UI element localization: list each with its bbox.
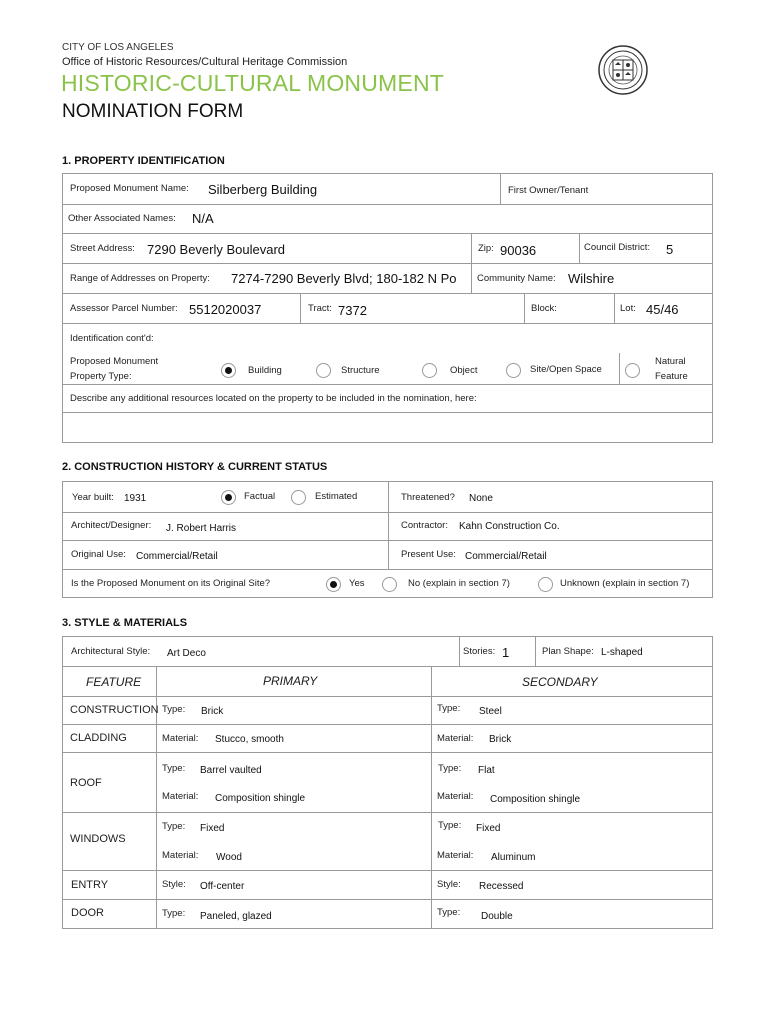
type-natural-label: Natural [655, 356, 686, 367]
stories-field[interactable]: 1 [502, 645, 510, 660]
range-label: Range of Addresses on Property: [70, 273, 210, 284]
cladding-primary-field[interactable]: Stucco, smooth [215, 734, 284, 745]
construction-row-label: CONSTRUCTION [70, 704, 159, 716]
col-primary-header: PRIMARY [263, 674, 318, 688]
community-field[interactable]: Wilshire [568, 271, 615, 286]
community-label: Community Name: [477, 273, 556, 284]
roof-secondary-material-label: Material: [437, 791, 474, 802]
roof-secondary-type-label: Type: [438, 763, 462, 774]
block-label: Block: [531, 303, 557, 314]
cladding-secondary-label: Material: [437, 733, 474, 744]
range-field[interactable]: 7274-7290 Beverly Blvd; 180-182 N Po [231, 271, 457, 286]
form-title: HISTORIC-CULTURAL MONUMENT [61, 70, 445, 96]
type-building-label: Building [248, 365, 282, 376]
door-secondary-field[interactable]: Double [481, 911, 513, 922]
type-object-label: Object [450, 365, 478, 376]
construction-primary-field[interactable]: Brick [201, 706, 224, 717]
type-structure-radio[interactable] [316, 363, 331, 378]
type-label-line1: Proposed Monument [70, 356, 159, 367]
door-secondary-label: Type: [437, 907, 461, 918]
site-unknown-radio[interactable] [538, 577, 553, 592]
type-object-radio[interactable] [422, 363, 437, 378]
arch-style-field[interactable]: Art Deco [167, 648, 206, 659]
city-seal-icon [598, 45, 648, 95]
stories-label: Stories: [463, 646, 496, 657]
plan-label: Plan Shape: [542, 646, 594, 657]
zip-label: Zip: [478, 243, 494, 254]
construction-secondary-field[interactable]: Steel [479, 706, 502, 717]
city-name: CITY OF LOS ANGELES [62, 42, 174, 53]
windows-primary-type-field[interactable]: Fixed [200, 823, 225, 834]
section1-title: 1. PROPERTY IDENTIFICATION [62, 155, 225, 167]
threatened-field[interactable]: None [469, 493, 493, 504]
year-field[interactable]: 1931 [124, 493, 147, 504]
door-primary-field[interactable]: Paneled, glazed [200, 911, 272, 922]
council-label: Council District: [584, 242, 650, 253]
other-names-field[interactable]: N/A [192, 211, 214, 226]
orig-use-field[interactable]: Commercial/Retail [136, 551, 218, 562]
proposed-name-field[interactable]: Silberberg Building [208, 182, 318, 197]
office-name: Office of Historic Resources/Cultural Heritage Commission [62, 56, 348, 68]
roof-secondary-material-field[interactable]: Composition shingle [490, 794, 581, 805]
council-field[interactable]: 5 [666, 242, 674, 257]
windows-primary-type-label: Type: [162, 821, 186, 832]
tract-label: Tract: [308, 303, 332, 314]
style-materials-table [62, 636, 713, 929]
architect-field[interactable]: J. Robert Harris [166, 523, 237, 534]
lot-field[interactable]: 45/46 [646, 302, 679, 317]
entry-row-label: ENTRY [71, 879, 109, 891]
type-building-radio[interactable] [221, 363, 236, 378]
roof-row-label: ROOF [70, 777, 102, 789]
windows-primary-material-label: Material: [162, 850, 199, 861]
factual-radio[interactable] [221, 490, 236, 505]
lot-label: Lot: [620, 303, 636, 314]
cladding-row-label: CLADDING [70, 732, 127, 744]
form-subtitle: NOMINATION FORM [62, 101, 244, 122]
site-no-radio[interactable] [382, 577, 397, 592]
present-use-field[interactable]: Commercial/Retail [465, 551, 547, 562]
id-cont-label: Identification cont'd: [70, 333, 154, 344]
entry-primary-label: Style: [162, 879, 186, 890]
first-owner-label: First Owner/Tenant [508, 185, 589, 196]
apn-field[interactable]: 5512020037 [189, 302, 262, 317]
type-natural-feature-radio[interactable] [625, 363, 640, 378]
site-yes-radio[interactable] [326, 577, 341, 592]
orig-use-label: Original Use: [71, 549, 126, 560]
site-unknown-label: Unknown (explain in section 7) [560, 578, 690, 589]
section2-title: 2. CONSTRUCTION HISTORY & CURRENT STATUS [62, 461, 328, 473]
tract-field[interactable]: 7372 [338, 303, 367, 318]
other-names-label: Other Associated Names: [68, 213, 176, 224]
roof-secondary-type-field[interactable]: Flat [478, 765, 495, 776]
windows-secondary-type-field[interactable]: Fixed [476, 823, 501, 834]
roof-primary-material-field[interactable]: Composition shingle [215, 793, 306, 804]
door-primary-label: Type: [162, 908, 186, 919]
windows-primary-material-field[interactable]: Wood [216, 852, 242, 863]
construction-primary-label: Type: [162, 704, 186, 715]
col-feature-header: FEATURE [86, 675, 142, 689]
type-feature-label: Feature [655, 371, 688, 382]
door-row-label: DOOR [71, 907, 104, 919]
entry-primary-field[interactable]: Off-center [200, 881, 245, 892]
cladding-primary-label: Material: [162, 733, 199, 744]
windows-row-label: WINDOWS [70, 833, 126, 845]
estimated-radio[interactable] [291, 490, 306, 505]
apn-label: Assessor Parcel Number: [70, 303, 178, 314]
type-site-label: Site/Open Space [530, 364, 602, 375]
roof-primary-material-label: Material: [162, 791, 199, 802]
architect-label: Architect/Designer: [71, 520, 152, 531]
roof-primary-type-field[interactable]: Barrel vaulted [200, 765, 262, 776]
factual-label: Factual [244, 491, 276, 502]
entry-secondary-label: Style: [437, 879, 461, 890]
site-no-label: No (explain in section 7) [408, 578, 510, 589]
windows-secondary-type-label: Type: [438, 820, 462, 831]
type-label-line2: Property Type: [70, 371, 132, 382]
section3-title: 3. STYLE & MATERIALS [62, 617, 188, 629]
year-label: Year built: [72, 492, 114, 503]
construction-secondary-label: Type: [437, 703, 461, 714]
site-yes-label: Yes [349, 578, 365, 589]
describe-label: Describe any additional resources located on the property to be included in the nomination, here: [70, 393, 477, 404]
arch-style-label: Architectural Style: [71, 646, 151, 657]
plan-field[interactable]: L-shaped [601, 647, 643, 658]
cladding-secondary-field[interactable]: Brick [489, 734, 512, 745]
contractor-field[interactable]: Kahn Construction Co. [459, 521, 560, 532]
present-use-label: Present Use: [401, 549, 456, 560]
describe-field[interactable] [70, 420, 700, 438]
type-site-radio[interactable] [506, 363, 521, 378]
contractor-label: Contractor: [401, 520, 448, 531]
proposed-name-label: Proposed Monument Name: [70, 183, 189, 194]
roof-primary-type-label: Type: [162, 763, 186, 774]
windows-secondary-material-field[interactable]: Aluminum [491, 852, 536, 863]
threatened-label: Threatened? [401, 492, 455, 503]
street-label: Street Address: [70, 243, 135, 254]
estimated-label: Estimated [315, 491, 358, 502]
street-field[interactable]: 7290 Beverly Boulevard [147, 242, 286, 257]
type-structure-label: Structure [341, 365, 380, 376]
col-secondary-header: SECONDARY [522, 675, 598, 689]
entry-secondary-field[interactable]: Recessed [479, 881, 524, 892]
windows-secondary-material-label: Material: [437, 850, 474, 861]
zip-field[interactable]: 90036 [500, 243, 537, 258]
orig-site-label: Is the Proposed Monument on its Original Site? [71, 578, 271, 589]
